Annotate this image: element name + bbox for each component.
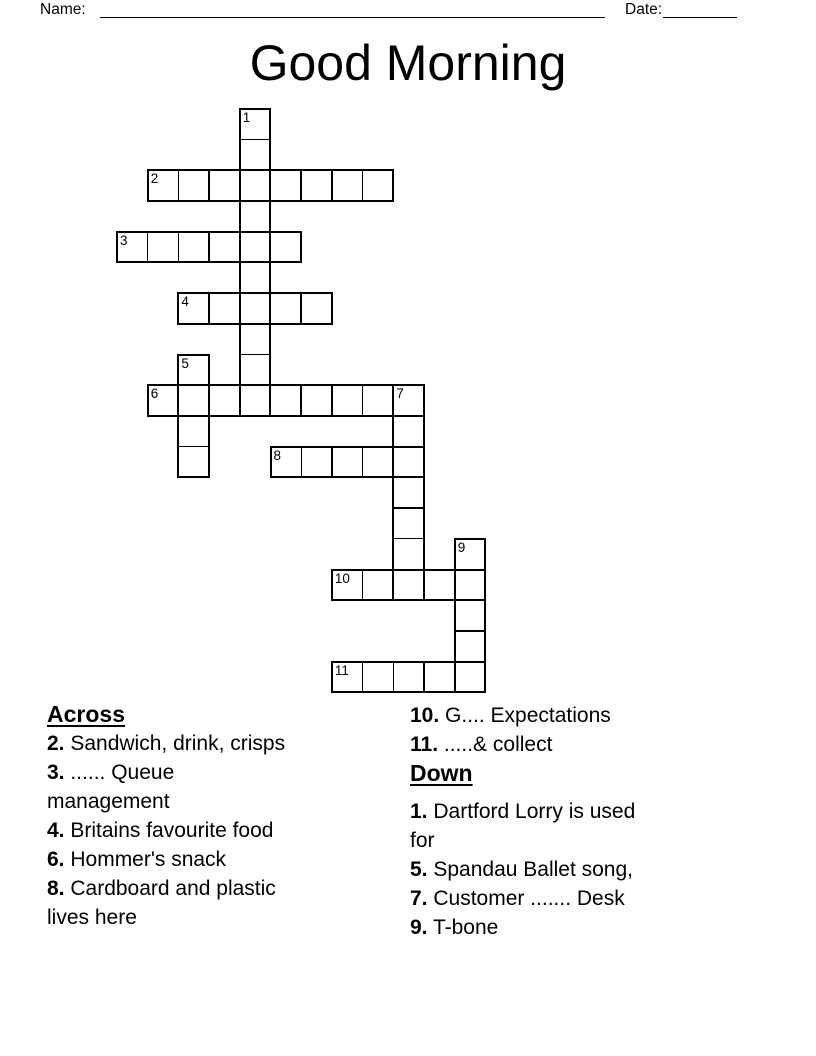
across-clue-list <box>47 729 417 932</box>
cell-separator <box>301 448 302 477</box>
clue-number: 1. <box>410 800 428 823</box>
clue-number: 3. <box>47 761 65 784</box>
clue-10: 10. G.... Expectations <box>410 704 611 727</box>
cell-separator <box>270 233 271 262</box>
cell-separator <box>239 294 240 323</box>
cell-number-2: 2 <box>150 171 159 187</box>
cell-separator <box>393 663 394 692</box>
clue-number: 7. <box>410 887 428 910</box>
clue-number: 11. <box>410 733 439 756</box>
clue-3-continuation: management <box>47 790 170 813</box>
cell-separator <box>331 171 332 200</box>
cell-separator <box>362 386 363 415</box>
cell-separator <box>239 171 240 200</box>
cell-number-3: 3 <box>120 232 128 248</box>
clue-7: 7. Customer ....... Desk <box>410 887 625 910</box>
cell-separator <box>300 294 301 323</box>
cell-separator <box>208 386 209 415</box>
cell-separator <box>178 233 179 262</box>
date-blank-line[interactable] <box>663 17 737 19</box>
cell-number-9: 9 <box>457 539 466 555</box>
clue-2: 2. Sandwich, drink, crisps <box>47 732 286 755</box>
clue-8: 8. Cardboard and plastic <box>47 877 276 900</box>
clue-number: 6. <box>47 848 65 871</box>
cell-separator <box>423 571 424 600</box>
cell-separator <box>270 294 271 323</box>
cell-separator <box>393 571 394 600</box>
cell-separator <box>208 294 209 323</box>
cell-number-10: 10 <box>334 570 350 586</box>
cell-separator <box>239 386 240 415</box>
cell-separator <box>241 354 270 355</box>
cell-number-1: 1 <box>242 110 251 125</box>
word-11-across[interactable] <box>331 661 487 694</box>
clue-number: 2. <box>47 732 65 755</box>
crossword-grid <box>117 109 487 694</box>
clues-left-column <box>47 700 417 932</box>
date-label: Date: <box>625 1 663 18</box>
word-10-across[interactable] <box>331 569 487 602</box>
cell-separator <box>331 448 332 477</box>
word-3-across[interactable] <box>116 231 302 264</box>
cell-number-7: 7 <box>396 386 404 402</box>
cell-number-4: 4 <box>181 294 189 310</box>
across-header: Across <box>47 701 125 727</box>
word-8-across[interactable] <box>270 446 426 479</box>
cell-separator <box>362 571 363 600</box>
cell-separator <box>362 171 363 200</box>
cell-separator <box>454 663 455 692</box>
cell-separator <box>270 171 271 200</box>
clue-number: 8. <box>47 877 65 900</box>
clue-number: 5. <box>410 858 428 881</box>
clue-8-continuation: lives here <box>47 906 137 929</box>
name-blank-line[interactable] <box>100 17 605 19</box>
cell-separator <box>454 571 455 600</box>
cell-number-6: 6 <box>150 386 159 402</box>
cell-separator <box>393 448 394 477</box>
cell-separator <box>178 171 179 200</box>
cell-separator <box>239 233 240 262</box>
cell-separator <box>362 448 363 477</box>
clue-number: 10. <box>410 704 440 727</box>
cell-separator <box>300 171 301 200</box>
cell-separator <box>456 630 485 631</box>
cell-separator <box>394 415 423 416</box>
cell-separator <box>208 171 209 200</box>
word-6-across[interactable] <box>147 384 425 417</box>
clue-number: 4. <box>47 819 65 842</box>
cell-separator <box>178 386 179 415</box>
cell-separator <box>208 233 209 262</box>
clue-number: 9. <box>410 916 428 939</box>
cell-separator <box>423 663 424 692</box>
cell-separator <box>362 663 363 692</box>
cell-separator <box>394 507 423 508</box>
down-clue-list <box>410 797 750 942</box>
cell-separator <box>179 446 208 447</box>
clue-6: 6. Hommer's snack <box>47 848 227 871</box>
clue-3: 3. ...... Queue <box>47 761 175 784</box>
cell-separator <box>394 538 423 539</box>
clue-9: 9. T-bone <box>410 916 499 939</box>
cell-separator <box>241 139 270 140</box>
across-clue-list-overflow <box>410 701 750 759</box>
cell-number-8: 8 <box>273 447 282 463</box>
clues-right-column <box>410 701 750 942</box>
cell-separator <box>147 233 148 262</box>
word-4-across[interactable] <box>177 292 333 325</box>
word-2-across[interactable] <box>147 169 395 202</box>
clue-5: 5. Spandau Ballet song, <box>410 858 634 881</box>
cell-separator <box>331 386 332 415</box>
cell-separator <box>300 386 301 415</box>
cell-separator <box>270 386 271 415</box>
cell-number-5: 5 <box>181 355 189 371</box>
name-label: Name: <box>40 1 86 18</box>
clue-4: 4. Britains favourite food <box>47 819 274 842</box>
clue-11: 11. .....& collect <box>410 733 553 756</box>
down-header: Down <box>410 760 473 786</box>
page-title: Good Morning <box>249 35 567 91</box>
clue-1-continuation: for <box>410 829 435 852</box>
clue-1: 1. Dartford Lorry is used <box>410 800 636 823</box>
cell-number-11: 11 <box>334 662 349 678</box>
